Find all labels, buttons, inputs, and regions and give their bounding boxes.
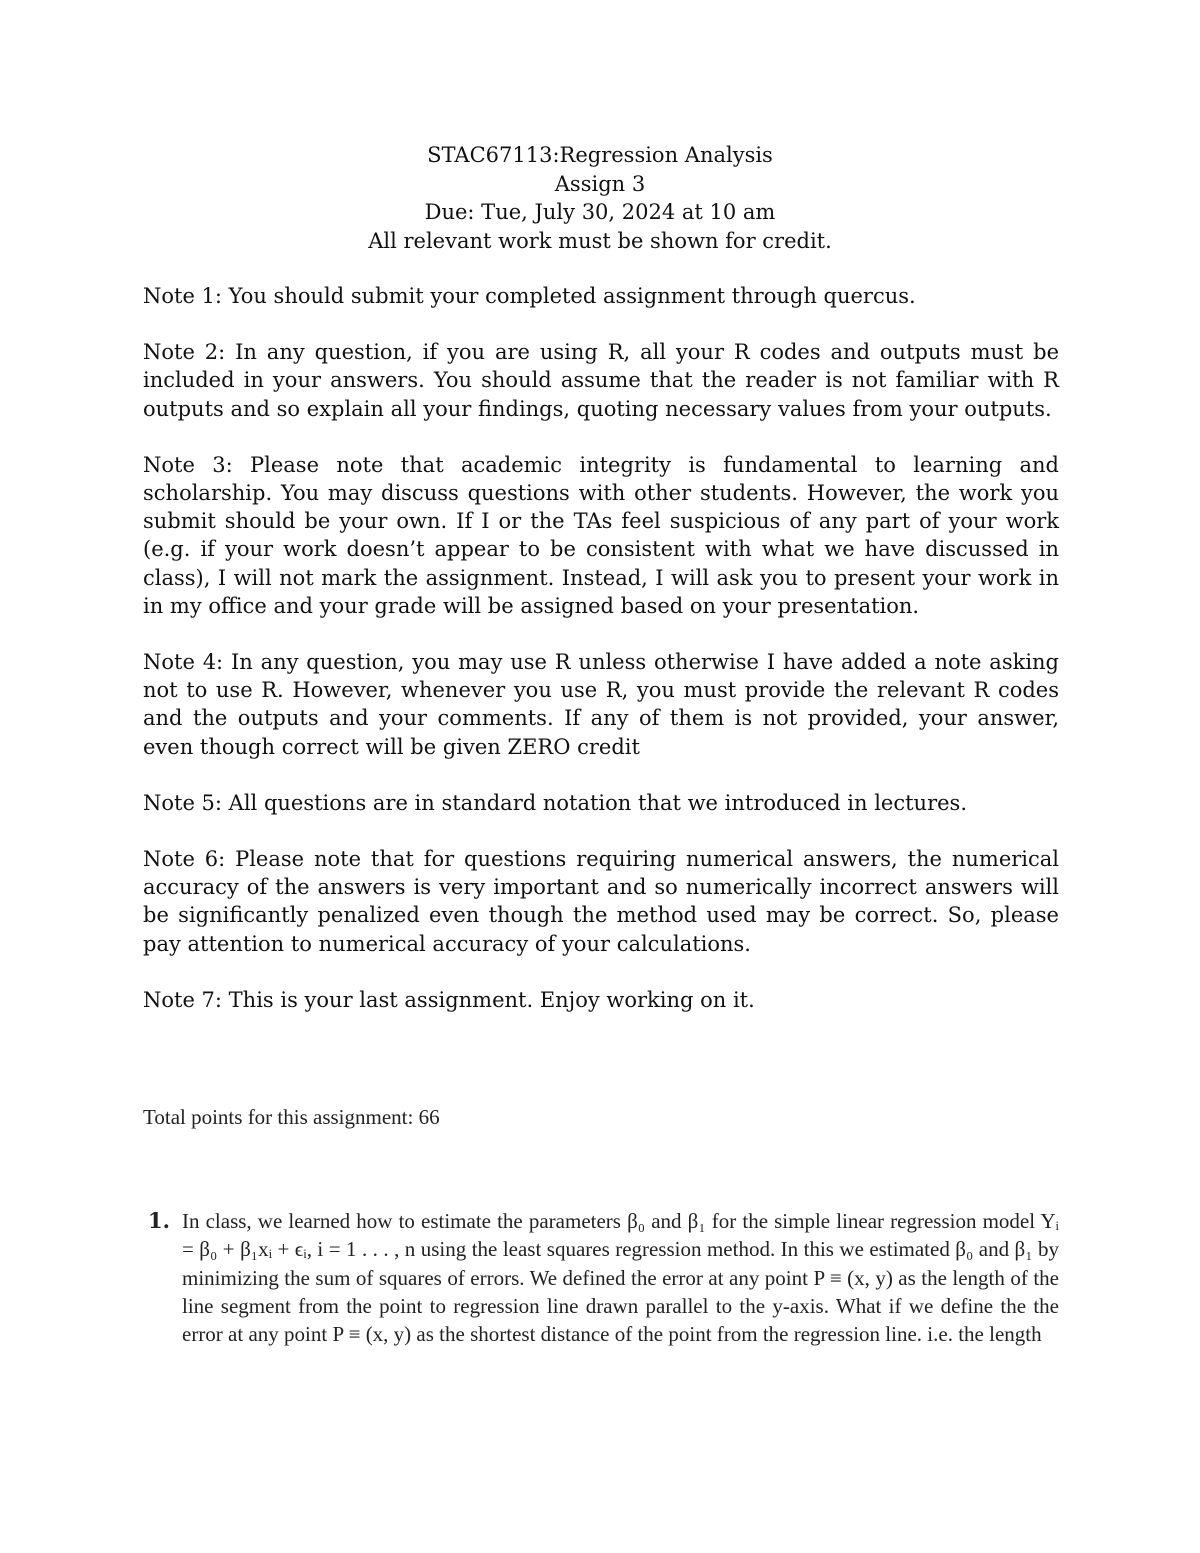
question-text: In class, we learned how to estimate the parameters β₀ and β₁ for the simple linear regression model Yᵢ = β₀ + β₁xᵢ + ϵᵢ, i = 1 . . . , n using the least squares regression method. In this we estimated β₀ and β₁ by minimizing the sum of squares of errors. We defined the error at any point P ≡ (x, y) as the length of the line segment from the point to regression line drawn parallel to the y-axis. What if we define the the error at any point P ≡ (x, y) as the shortest distance of the point from the regression line. i.e. the length bbox=[182, 1209, 1059, 1347]
note-7: Note 7: This is your last assignment. Enjoy working on it. bbox=[143, 987, 755, 1012]
work-shown-note: All relevant work must be shown for credit. bbox=[368, 228, 832, 253]
note-5: Note 5: All questions are in standard notation that we introduced in lectures. bbox=[143, 790, 967, 815]
note-4: Note 4: In any question, you may use R unless otherwise I have added a note asking not to use R. However, whenever you use R, you must provide the relevant R codes and the outputs and your comments. If any of them is not provided, your answer, even though correct will be given ZERO credit bbox=[143, 650, 1059, 759]
question-number: 1. bbox=[148, 1208, 170, 1233]
note-6: Note 6: Please note that for questions requiring numerical answers, the numerical accuracy of the answers is very important and so numerically incorrect answers will be significantly penalized even though the method used may be correct. So, please pay attention to numerical accuracy of your calculations. bbox=[143, 847, 1059, 956]
total-points: Total points for this assignment: 66 bbox=[143, 1105, 440, 1129]
note-2: Note 2: In any question, if you are using R, all your R codes and outputs must be included in your answers. You should assume that the reader is not familiar with R outputs and so explain all your findings, quoting necessary values from your outputs. bbox=[143, 340, 1059, 421]
note-1: Note 1: You should submit your completed assignment through quercus. bbox=[143, 284, 916, 308]
assignment-header bbox=[0, 141, 1200, 255]
notes-section bbox=[143, 282, 1059, 1042]
note-3: Note 3: Please note that academic integrity is fundamental to learning and scholarship. You may discuss questions with other students. However, the work you submit should be your own. If I or the TAs feel suspicious of any part of your work (e.g. if your work doesn’t appear to be consistent with what we have discussed in class), I will not mark the assignment. Instead, I will ask you to present your work in in my office and your grade will be assigned based on your presentation. bbox=[143, 452, 1059, 618]
question-1 bbox=[148, 1207, 1059, 1348]
due-date: Due: Tue, July 30, 2024 at 10 am bbox=[424, 200, 776, 224]
assignment-number: Assign 3 bbox=[554, 171, 646, 196]
course-title: STAC67113:Regression Analysis bbox=[427, 143, 773, 167]
